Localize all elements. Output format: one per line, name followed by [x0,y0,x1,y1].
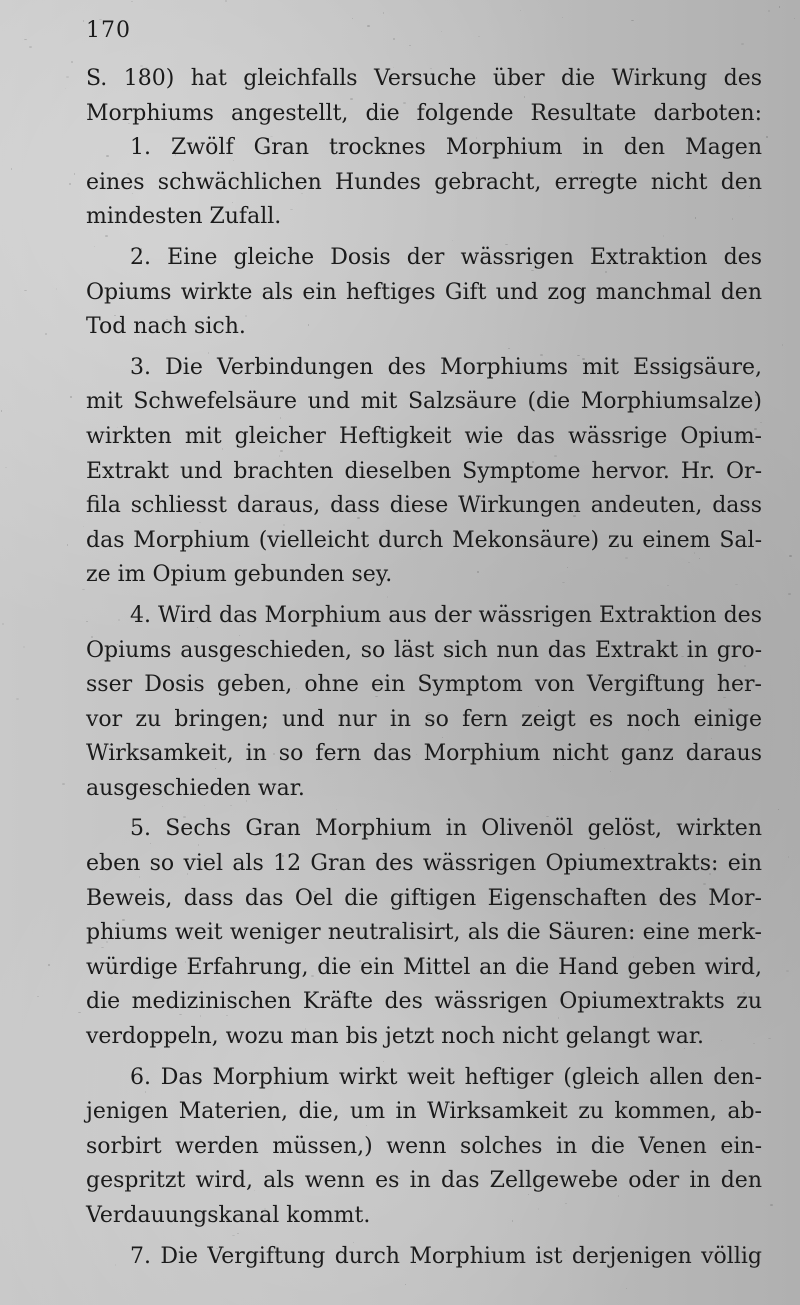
paper-speck [750,116,752,117]
paper-speck [131,1,133,2]
paper-speck [132,193,133,194]
paper-speck [434,1153,435,1154]
paper-speck [328,406,331,407]
paper-speck [469,448,471,449]
paper-speck [581,141,584,143]
paper-speck [582,358,585,360]
paper-speck [531,270,534,271]
paper-speck [333,404,335,406]
text-line: das Morphium (vielleicht durch Mekonsäure) zu einem Sal- [86,527,762,553]
paper-speck [74,173,75,175]
paper-speck [37,996,39,997]
paper-speck [222,448,223,450]
paper-speck [1,410,2,412]
paper-speck [694,552,695,554]
paper-speck [367,25,370,27]
page-text [86,62,762,1274]
paper-speck [82,589,85,590]
paper-speck [430,68,432,69]
paper-speck [735,584,738,585]
paper-speck [106,941,108,943]
paper-speck [117,644,118,645]
text-line: 3. Die Verbindungen des Morphiums mit Essigsäure, [130,354,762,380]
paper-speck [86,621,88,622]
paper-speck [313,891,316,892]
paper-speck [233,160,234,161]
paper-speck [788,593,791,595]
text-line: ausgeschieden war. [86,775,305,801]
paper-speck [65,88,66,89]
paper-speck [625,557,628,559]
paper-speck [633,956,634,958]
paper-speck [230,805,232,806]
paper-speck [520,10,521,11]
paper-speck [182,1079,183,1080]
text-line: fila schliesst daraus, dass diese Wirkungen andeuten, dass [86,493,762,519]
paper-speck [732,218,733,220]
paper-speck [577,355,580,356]
text-line: 4. Wird das Morphium aus der wässrigen Extraktion des [130,602,762,628]
paper-speck [270,905,271,907]
paper-speck [648,729,649,731]
paper-speck [573,515,576,517]
paper-speck [305,1028,306,1030]
paper-speck [463,1002,466,1004]
paper-speck [768,1038,771,1039]
paper-speck [166,319,168,320]
paper-speck [405,1284,406,1285]
paper-speck [333,149,335,151]
paper-speck [232,1235,235,1236]
paper-speck [610,771,611,772]
text-line: Morphiums angestellt, die folgende Resultate darboten: [86,100,762,126]
paper-speck [749,196,750,197]
paper-speck [508,348,510,349]
paper-speck [127,173,130,175]
paper-speck [532,461,534,463]
paper-speck [383,1061,384,1062]
paper-speck [101,947,104,948]
paper-speck [660,650,661,652]
paper-speck [671,362,672,363]
paper-speck [554,455,557,457]
paper-speck [383,12,384,14]
paper-speck [591,685,593,687]
paper-speck [16,698,19,700]
paper-speck [540,354,543,356]
paper-speck [359,960,361,962]
paper-speck [29,46,32,48]
paper-speck [549,151,552,152]
paper-speck [99,19,102,20]
paper-speck [699,558,700,559]
paper-speck [452,240,453,241]
paper-speck [702,938,703,939]
text-line: Extrakt und brachten dieselben Symptome hervor. Hr. Or- [86,458,762,484]
paper-speck [183,293,185,295]
paper-speck [91,636,93,638]
paper-speck [664,971,667,973]
paper-speck [469,996,472,998]
paper-speck [476,642,477,643]
paper-speck [684,1048,685,1049]
text-line: verdoppeln, wozu man bis jetzt noch nicht gelangt war. [86,1024,704,1050]
paper-speck [441,31,442,32]
paper-speck [638,992,641,994]
paper-speck [290,209,293,210]
paper-speck [115,1264,116,1266]
paper-speck [278,254,279,256]
paper-speck [387,596,388,598]
paper-speck [179,1014,182,1015]
paper-speck [270,136,273,137]
paper-speck [336,809,337,810]
paper-speck [605,271,607,273]
paper-speck [194,1046,195,1047]
paper-speck [216,1248,218,1249]
text-line: sorbirt werden müssen,) wenn solches in die Venen ein- [86,1133,762,1159]
text-line: Tod nach sich. [86,314,246,340]
paper-speck [524,96,525,98]
paper-speck [667,585,669,586]
paper-speck [558,1017,559,1019]
paper-speck [703,883,706,885]
paper-speck [185,961,186,963]
paper-speck [105,235,108,237]
paper-speck [45,333,47,335]
paper-speck [70,396,72,398]
paper-speck [567,818,568,820]
paper-speck [140,65,143,67]
paper-speck [649,144,650,145]
paper-speck [681,686,683,687]
paper-speck [111,977,113,978]
paper-speck [546,816,549,817]
paper-speck [78,1012,81,1013]
paper-speck [416,754,417,755]
paper-speck [476,137,477,139]
paper-speck [512,1220,513,1222]
paper-speck [486,154,487,155]
paper-speck [279,455,280,457]
paper-speck [350,98,353,100]
paper-speck [778,809,779,810]
paper-speck [420,548,421,550]
paper-speck [199,522,201,523]
paper-speck [83,526,84,527]
paper-speck [314,1079,315,1080]
paper-speck [187,873,188,875]
paper-speck [191,939,193,940]
paper-speck [567,567,568,568]
paper-speck [366,1125,367,1126]
paper-speck [198,844,199,846]
paper-speck [760,422,762,423]
paper-speck [393,38,395,40]
paper-speck [538,1208,539,1210]
paper-speck [183,816,186,818]
paper-speck [106,155,109,157]
paper-speck [681,656,684,657]
paper-speck [200,1015,201,1017]
paper-speck [23,646,25,648]
paper-speck [254,1190,255,1191]
paper-speck [225,0,227,2]
paper-speck [162,806,163,807]
paper-speck [375,696,378,697]
paper-speck [562,17,563,18]
paper-speck [707,447,708,448]
paper-speck [204,805,205,806]
paper-speck [305,1032,306,1034]
paper-speck [728,708,731,710]
paper-speck [616,1258,618,1259]
paper-speck [703,611,704,613]
paper-speck [676,1155,679,1157]
paper-speck [67,544,68,546]
paper-speck [273,753,275,755]
paper-speck [766,136,768,138]
paper-speck [628,920,629,922]
paper-speck [709,873,711,875]
paper-speck [175,154,176,156]
paper-speck [562,582,565,583]
paper-speck [237,1233,239,1234]
paper-speck [208,352,209,354]
paper-speck [782,344,783,346]
paper-speck [374,474,376,475]
text-line: die medizinischen Kräfte des wässrigen Opiumextrakts zu [86,989,762,1015]
paper-speck [352,18,353,19]
paper-speck [150,843,151,844]
paper-speck [197,627,198,628]
text-line: mindesten Zufall. [86,204,282,230]
paper-speck [578,534,579,535]
paper-speck [563,765,564,766]
paper-speck [246,800,247,802]
paper-speck [416,1264,417,1265]
paper-speck [159,686,160,687]
paper-speck [591,171,592,173]
text-line: vor zu bringen; und nur in so fern zeigt es noch einige [86,706,762,732]
paper-speck [99,1031,102,1032]
paper-speck [591,965,592,966]
paper-speck [185,711,186,712]
text-line: 7. Die Vergiftung durch Morphium ist derjenigen völlig [130,1243,762,1269]
paper-speck [71,61,73,63]
paper-speck [280,450,283,452]
paper-speck [11,168,12,170]
paper-speck [397,1178,400,1179]
text-line: phiums weit weniger neutralisirt, als die Säuren: eine merk- [86,920,762,946]
paper-speck [308,324,309,326]
paper-speck [122,919,125,921]
paper-speck [62,783,65,785]
text-line: würdige Erfahrung, die ein Mittel an die Hand geben wird, [86,954,762,980]
paper-speck [297,905,299,906]
paper-speck [490,972,492,974]
paper-speck [786,970,789,972]
paper-speck [117,427,118,428]
paper-speck [626,1288,627,1289]
paper-speck [521,252,524,254]
paper-speck [754,428,757,430]
paper-speck [755,394,758,396]
paper-speck [564,1003,567,1005]
paper-speck [768,10,770,12]
paper-speck [139,876,140,878]
paper-speck [753,1043,755,1044]
paper-speck [232,202,233,203]
text-line: S. 180) hat gleichfalls Versuche über die Wirkung des [86,66,762,91]
paper-speck [48,964,50,966]
paper-speck [711,738,712,739]
paper-speck [5,467,7,468]
paper-speck [403,102,406,104]
paper-speck [296,688,297,689]
paper-speck [288,799,289,800]
paper-speck [794,18,795,19]
paper-speck [721,1040,722,1041]
paper-speck [432,719,435,721]
paper-speck [393,67,394,68]
paper-speck [118,619,120,621]
paper-speck [353,1242,354,1243]
paper-speck [564,1250,566,1251]
paper-speck [357,517,360,519]
paper-speck [273,511,275,512]
paper-speck [482,858,483,859]
text-line: Opiums wirkte als ein heftiges Gift und zog manchmal den [86,279,762,305]
paper-speck [723,697,726,698]
text-line: Beweis, dass das Oel die giftigen Eigenschaften des Mor- [86,885,762,911]
paper-speck [409,45,411,46]
paper-speck [608,617,610,618]
paper-speck [675,976,677,978]
paper-speck [110,212,111,213]
paper-speck [415,290,416,292]
paper-speck [538,706,539,707]
paper-speck [283,524,285,526]
paper-speck [694,1070,696,1072]
paper-speck [283,299,284,301]
paper-speck [728,152,731,154]
paper-speck [302,117,304,118]
paper-speck [466,859,468,860]
text-line: eines schwächlichen Hundes gebracht, erregte nicht den [86,169,762,195]
paper-speck [789,555,792,557]
paper-speck [788,856,789,858]
paper-speck [226,1015,228,1016]
paper-speck [141,248,142,250]
paper-speck [239,635,240,636]
paper-speck [66,76,69,78]
paper-speck [427,712,430,713]
paper-speck [24,290,27,291]
paper-speck [705,540,707,542]
text-line: Opiums ausgeschieden, so läst sich nun das Extrakt in gro- [86,637,762,663]
page-number: 170 [86,18,131,43]
paper-speck [695,217,696,219]
paper-speck [2,623,4,625]
paper-speck [69,183,71,185]
paper-speck [56,288,57,290]
paper-speck [744,665,746,667]
paper-speck [534,365,535,367]
text-line: 5. Sechs Gran Morphium in Olivenöl gelöst, wirkten [130,816,762,842]
text-line: 2. Eine gleiche Dosis der wässrigen Extraktion des [130,244,762,270]
paper-speck [301,193,303,194]
paper-speck [311,975,314,977]
text-line: mit Schwefelsäure und mit Salzsäure (die Morphiumsalze) [86,389,762,415]
paper-speck [114,315,116,316]
paper-speck [399,822,400,824]
paper-speck [477,571,479,573]
paper-speck [442,737,443,738]
paper-speck [743,992,745,994]
paper-speck [83,20,84,22]
paper-speck [687,621,690,623]
text-line: Verdauungskanal kommt. [86,1203,371,1228]
text-line: gespritzt wird, als wenn es in das Zellgewebe oder in den [86,1168,762,1194]
paper-speck [604,848,605,849]
paper-speck [688,562,690,563]
paper-speck [528,1194,529,1195]
paper-speck [717,720,719,722]
paper-speck [145,1091,146,1093]
paper-speck [390,729,391,730]
text-line: Wirksamkeit, in so fern das Morphium nicht ganz daraus [86,741,762,767]
paper-speck [565,1203,567,1204]
paper-speck [506,967,507,969]
paper-speck [215,768,216,769]
paper-speck [282,855,284,857]
paper-speck [145,67,148,68]
text-line: 6. Das Morphium wirkt weit heftiger (gleich allen den- [130,1064,762,1090]
text-line: ze im Opium gebunden sey. [86,562,393,588]
paper-speck [94,246,95,247]
text-line: 1. Zwölf Gran trocknes Morphium in den Magen [130,135,762,161]
text-line: sser Dosis geben, ohne ein Symptom von Vergiftung her- [86,672,762,698]
paper-speck [264,1208,266,1210]
paper-speck [631,20,634,21]
paper-speck [505,244,508,245]
paper-speck [770,1204,773,1206]
paper-speck [245,85,246,86]
paper-speck [618,1195,619,1197]
paper-speck [779,6,780,8]
text-line: eben so viel als 12 Gran des wässrigen Opiumextrakts: ein [86,851,762,877]
paper-speck [280,417,281,419]
paper-speck [741,43,744,45]
paper-speck [24,39,27,40]
paper-speck [128,123,130,124]
paper-speck [163,998,165,999]
text-line: jenigen Materien, die, um in Wirksamkeit zu kommen, ab- [86,1099,762,1125]
paper-speck [307,1177,310,1179]
paper-speck [643,961,646,963]
paper-speck [528,141,531,143]
text-line: wirkten mit gleicher Heftigkeit wie das wässrige Opium- [86,423,762,449]
paper-speck [389,532,391,534]
paper-speck [663,235,664,237]
paper-speck [245,315,247,317]
paper-speck [478,36,480,37]
